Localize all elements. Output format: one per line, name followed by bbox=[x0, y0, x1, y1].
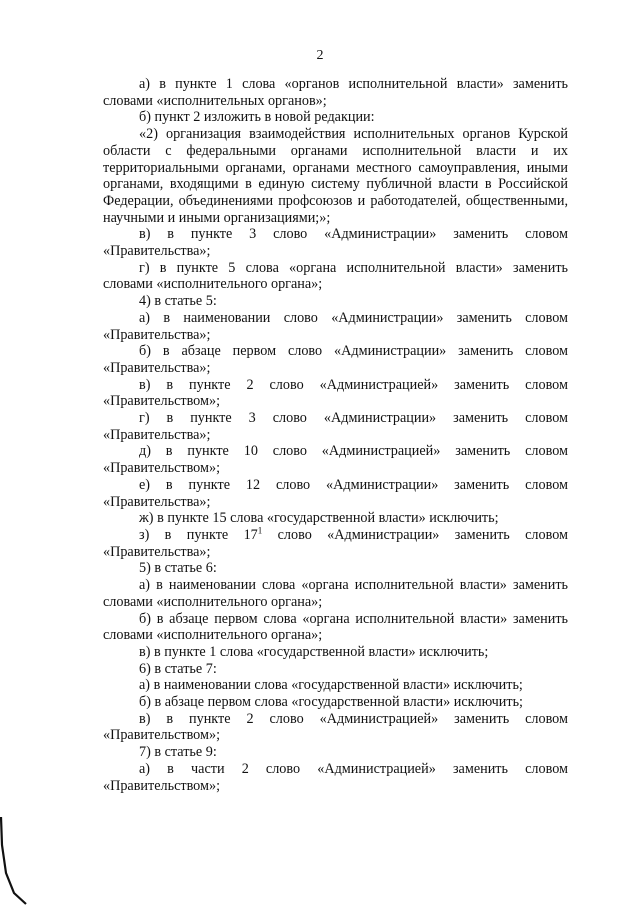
paragraph: д) в пункте 10 слово «Администрацией» заменить словом «Правительством»; bbox=[103, 443, 568, 477]
paragraph: а) в наименовании слова «государственной власти» исключить; bbox=[139, 677, 523, 694]
paragraph: б) в абзаце первом слово «Администрации» заменить словом «Правительства»; bbox=[103, 343, 568, 376]
paragraph: 5) в статье 6: bbox=[139, 560, 217, 577]
paragraph: а) в наименовании слово «Администрации» заменить словом «Правительства»; bbox=[103, 309, 568, 343]
page-number: 2 bbox=[316, 48, 324, 63]
paragraph: ж) в пункте 15 слова «государственной власти» исключить; bbox=[139, 510, 499, 527]
scan-edge-mark bbox=[0, 815, 30, 905]
paragraph: а) в наименовании слова «органа исполнительной власти» заменить словами «исполнительного органа»; bbox=[103, 577, 568, 610]
paragraph: а) в пункте 1 слова «органов исполнительной власти» заменить словами «исполнительных органов»; bbox=[103, 76, 568, 109]
paragraph: «2) организация взаимодействия исполнительных органов Курской области с федеральными органами исполнительной власти и их территориальными органами, органами местного самоуправления, иными органами, входящими в единую систему публичной власти в Российской Федерации, объединениями профсоюзов и работодателей, общественными, научными и иными организациями;»; bbox=[103, 126, 568, 226]
paragraph: 6) в статье 7: bbox=[139, 660, 217, 677]
paragraph: в) в пункте 2 слово «Администрацией» заменить словом «Правительством»; bbox=[103, 376, 568, 410]
paragraph: б) в абзаце первом слова «органа исполнительной власти» заменить словами «исполнительного органа»; bbox=[103, 610, 568, 644]
paragraph: б) в абзаце первом слова «государственной власти» исключить; bbox=[139, 694, 523, 711]
paragraph: б) пункт 2 изложить в новой редакции: bbox=[139, 109, 375, 126]
paragraph: е) в пункте 12 слово «Администрации» заменить словом «Правительства»; bbox=[103, 476, 568, 510]
paragraph: 7) в статье 9: bbox=[139, 744, 217, 761]
superscript: 1 bbox=[257, 525, 263, 536]
paragraph: 4) в статье 5: bbox=[139, 293, 217, 310]
paragraph-text: з) в пункте 17 bbox=[139, 526, 258, 543]
paragraph-text: слово «Администрации» заменить словом «Правительства»; bbox=[103, 526, 568, 560]
paragraph: в) в пункте 3 слово «Администрации» заменить словом «Правительства»; bbox=[103, 226, 568, 260]
paragraph: а) в части 2 слово «Администрацией» заменить словом «Правительством»; bbox=[103, 760, 568, 794]
paragraph: в) в пункте 1 слова «государственной власти» исключить; bbox=[139, 643, 489, 660]
document-body bbox=[103, 76, 568, 794]
paragraph: г) в пункте 3 слово «Администрации» заменить словом «Правительства»; bbox=[103, 410, 568, 443]
paragraph: в) в пункте 2 слово «Администрацией» заменить словом «Правительством»; bbox=[103, 710, 568, 744]
paragraph bbox=[103, 527, 568, 560]
paragraph: г) в пункте 5 слова «органа исполнительной власти» заменить словами «исполнительного органа»; bbox=[103, 259, 568, 293]
